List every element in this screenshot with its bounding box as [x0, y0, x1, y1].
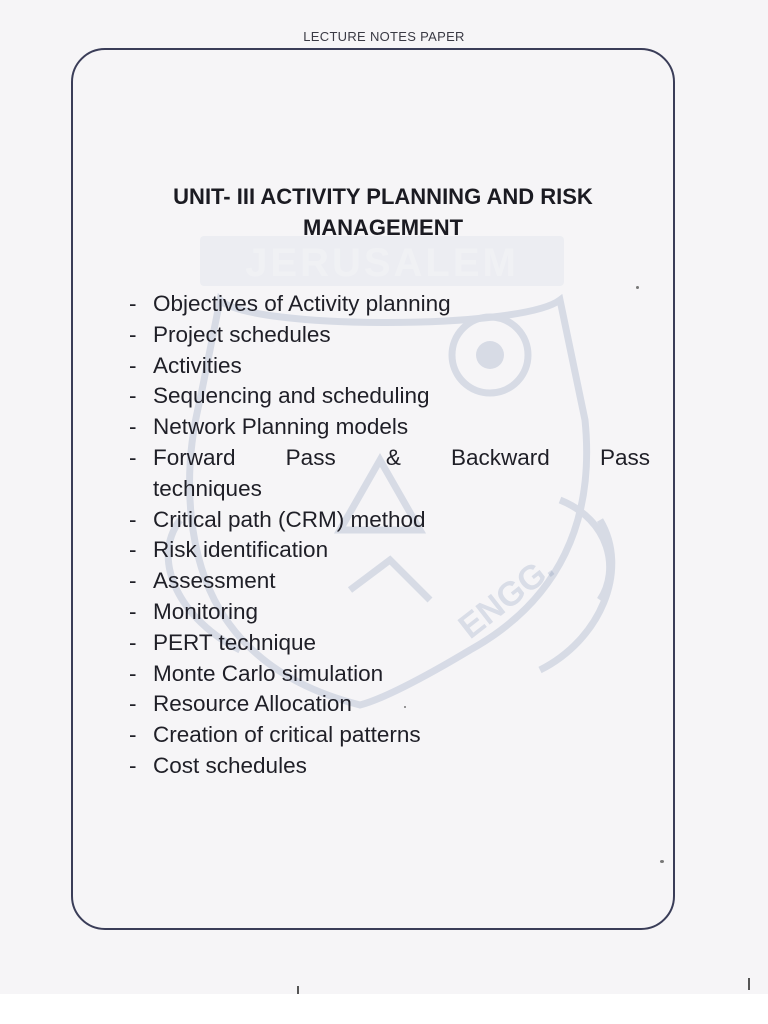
- dash-bullet: -: [129, 321, 137, 347]
- list-item: [124, 628, 650, 659]
- word: &: [385, 444, 401, 470]
- word: Forward: [153, 444, 236, 470]
- title-line-1: UNIT- III ACTIVITY PLANNING AND RISK: [173, 184, 593, 209]
- list-item: [124, 381, 650, 412]
- scan-mark: [748, 978, 750, 990]
- dash-bullet: -: [129, 352, 137, 378]
- list-item: [124, 351, 650, 382]
- list-item: [124, 659, 650, 690]
- dash-bullet: -: [129, 691, 137, 717]
- list-item: [124, 289, 650, 320]
- scan-bottom-edge: [0, 994, 768, 1024]
- list-item-text: Monte Carlo simulation: [153, 660, 384, 686]
- list-item-text: Critical path (CRM) method: [153, 506, 426, 532]
- dash-bullet: -: [129, 537, 137, 563]
- list-item: [124, 720, 650, 751]
- dash-bullet: -: [129, 660, 137, 686]
- list-item-text: PERT technique: [153, 629, 317, 655]
- list-item-text: Network Planning models: [153, 414, 409, 440]
- list-item: [124, 320, 650, 351]
- list-item-text: Objectives of Activity planning: [153, 291, 451, 316]
- list-item-text: Assessment: [153, 568, 276, 594]
- list-item-text: Sequencing and scheduling: [153, 383, 430, 409]
- list-item-text-line-1: [153, 443, 650, 474]
- list-item: [124, 751, 650, 782]
- dash-bullet: -: [129, 383, 137, 409]
- dash-bullet: -: [129, 414, 137, 440]
- list-item: [124, 597, 650, 628]
- watermark-banner-text: JERUSALEM: [245, 241, 519, 285]
- page-title: [100, 181, 666, 243]
- list-item-text: Activities: [153, 352, 242, 378]
- list-item-text: Creation of critical patterns: [153, 722, 421, 748]
- page-header: LECTURE NOTES PAPER: [303, 29, 465, 44]
- watermark-arc-text: ENGG.: [451, 548, 562, 647]
- topic-list: [124, 289, 650, 782]
- list-item: [124, 689, 650, 720]
- word: Pass: [599, 444, 650, 470]
- dash-bullet: -: [129, 629, 137, 655]
- dash-bullet: -: [129, 291, 137, 316]
- list-item-text-line-2: techniques: [153, 475, 262, 501]
- title-line-2: MANAGEMENT: [302, 215, 464, 240]
- scan-speck: [636, 286, 639, 289]
- scan-speck: [404, 706, 406, 708]
- list-item: [124, 412, 650, 443]
- list-item: [124, 443, 650, 505]
- dash-bullet: -: [129, 568, 137, 594]
- list-item: [124, 535, 650, 566]
- dash-bullet: -: [129, 444, 137, 470]
- list-item-text: Project schedules: [153, 321, 331, 347]
- list-item-text: Resource Allocation: [153, 691, 352, 717]
- dash-bullet: -: [129, 506, 137, 532]
- word: Pass: [285, 444, 336, 470]
- list-item: [124, 505, 650, 536]
- list-item-text: Cost schedules: [153, 752, 307, 778]
- list-item-text: Monitoring: [153, 598, 259, 624]
- word: Backward: [451, 444, 550, 470]
- list-item: [124, 566, 650, 597]
- dash-bullet: -: [129, 722, 137, 748]
- scan-speck: [660, 860, 664, 863]
- dash-bullet: -: [129, 752, 137, 778]
- dash-bullet: -: [129, 598, 137, 624]
- list-item-text: Risk identification: [153, 537, 329, 563]
